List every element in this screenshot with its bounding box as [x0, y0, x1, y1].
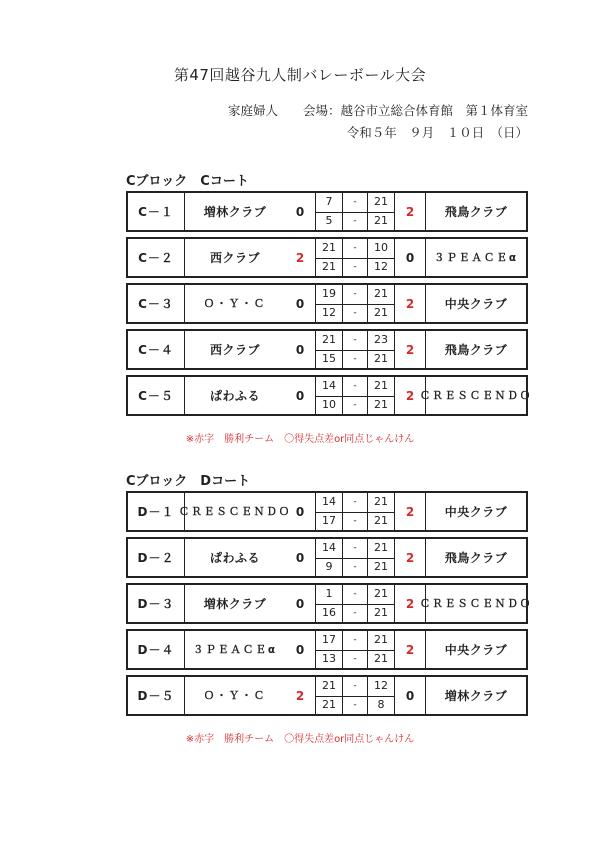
- team-a-name: Ｏ・Ｙ・Ｃ: [203, 298, 267, 310]
- match-row: [126, 629, 528, 670]
- team-b-sets-won: 2: [405, 596, 415, 611]
- match-id: C－１: [128, 193, 185, 230]
- set-separator: -: [342, 258, 368, 277]
- team-a-name: Ｏ・Ｙ・Ｃ: [203, 690, 267, 702]
- set-score-row: [316, 677, 394, 697]
- set-points-b: 21: [374, 605, 388, 619]
- team-b-sets-won: 2: [405, 342, 415, 357]
- set-scores: [315, 631, 395, 668]
- set-points-b: 21: [374, 495, 388, 508]
- set-separator: -: [342, 512, 368, 531]
- set-scores: [315, 493, 395, 530]
- team-a-sets-won: 2: [295, 250, 305, 265]
- match-row: [126, 583, 533, 624]
- set-score-row: [316, 331, 394, 351]
- set-separator: -: [342, 650, 368, 669]
- set-points-a: 21: [322, 241, 336, 254]
- set-scores: [315, 331, 395, 368]
- set-scores: [315, 285, 395, 322]
- match-row: [126, 191, 528, 232]
- set-points-b: 21: [374, 651, 388, 665]
- set-points-a: 5: [325, 213, 333, 227]
- date-line: 令和５年 ９月 １０日 （日）: [346, 125, 528, 140]
- set-score-row: [316, 350, 394, 369]
- set-score-row: [316, 239, 394, 259]
- set-separator: -: [342, 604, 368, 623]
- set-points-b: 21: [374, 351, 388, 365]
- set-points-a: 10: [322, 397, 336, 411]
- match-id: C－４: [128, 331, 185, 368]
- set-separator: -: [342, 558, 368, 577]
- set-score-row: [316, 396, 394, 415]
- set-points-a: 14: [322, 541, 336, 554]
- block-title-d-court: Cブロック Dコート: [126, 474, 251, 489]
- team-a-sets-won: 0: [295, 388, 305, 403]
- set-scores: [315, 239, 395, 276]
- set-score-row: [316, 585, 394, 605]
- set-points-b: 10: [374, 241, 388, 254]
- set-scores: [315, 585, 395, 622]
- set-points-a: 12: [322, 305, 336, 319]
- set-score-row: [316, 539, 394, 559]
- set-points-a: 21: [322, 679, 336, 692]
- set-separator: -: [342, 304, 368, 323]
- set-points-b: 12: [374, 259, 388, 273]
- set-separator: -: [342, 350, 368, 369]
- team-b-sets-won: 2: [405, 504, 415, 519]
- team-a-name: 増林クラブ: [203, 597, 267, 611]
- match-id: C－２: [128, 239, 185, 276]
- set-score-row: [316, 285, 394, 305]
- set-separator: -: [342, 239, 368, 258]
- set-separator: -: [342, 696, 368, 715]
- match-id: D－２: [128, 539, 185, 576]
- set-separator: -: [342, 539, 368, 558]
- team-a-sets-won: 0: [295, 204, 305, 219]
- team-b-name: ＣＲＥＳＣＥＮＤＯ: [425, 585, 526, 622]
- team-b-name: 中央クラブ: [425, 493, 526, 530]
- set-points-b: 21: [374, 559, 388, 573]
- set-points-a: 21: [322, 333, 336, 346]
- team-a-sets-won: 0: [295, 642, 305, 657]
- set-score-row: [316, 212, 394, 231]
- page-title: 第47回越谷九人制バレーボール大会: [173, 66, 427, 84]
- team-a-sets-won: 0: [295, 296, 305, 311]
- match-row: [126, 491, 528, 532]
- team-b-sets-won: 2: [405, 550, 415, 565]
- set-points-a: 1: [325, 587, 333, 600]
- set-separator: -: [342, 585, 368, 604]
- set-separator: -: [342, 212, 368, 231]
- set-separator: -: [342, 493, 368, 512]
- match-id: D－４: [128, 631, 185, 668]
- set-points-a: 17: [322, 633, 336, 646]
- set-score-row: [316, 558, 394, 577]
- team-b-sets-won: 0: [405, 250, 415, 265]
- team-b-name: 飛鳥クラブ: [425, 331, 526, 368]
- team-b-sets-won: 2: [405, 296, 415, 311]
- team-b-sets-won: 2: [405, 388, 415, 403]
- team-a-sets-won: 0: [295, 342, 305, 357]
- set-score-row: [316, 696, 394, 715]
- set-points-b: 21: [374, 633, 388, 646]
- set-points-b: 21: [374, 513, 388, 527]
- set-score-row: [316, 377, 394, 397]
- set-scores: [315, 677, 395, 714]
- set-points-b: 21: [374, 287, 388, 300]
- set-points-a: 13: [322, 651, 336, 665]
- team-b-name: 中央クラブ: [425, 285, 526, 322]
- match-id: D－１: [128, 493, 185, 530]
- team-b-name: ＣＲＥＳＣＥＮＤＯ: [425, 377, 526, 414]
- team-a-name: ３ＰＥＡＣＥα: [192, 644, 278, 656]
- set-points-a: 15: [322, 351, 336, 365]
- set-points-b: 21: [374, 305, 388, 319]
- set-score-row: [316, 493, 394, 513]
- match-id: D－３: [128, 585, 185, 622]
- set-score-row: [316, 304, 394, 323]
- legend-note-d: ※赤字 勝利チーム 〇得失点差or同点じゃんけん: [185, 734, 415, 745]
- set-points-a: 14: [322, 495, 336, 508]
- match-row: [126, 283, 528, 324]
- match-row: [126, 375, 533, 416]
- set-scores: [315, 193, 395, 230]
- set-points-b: 21: [374, 587, 388, 600]
- team-a-name: ＣＲＥＳＣＥＮＤＯ: [178, 506, 292, 518]
- set-score-row: [316, 512, 394, 531]
- set-separator: -: [342, 285, 368, 304]
- team-b-sets-won: 0: [405, 688, 415, 703]
- set-points-a: 16: [322, 605, 336, 619]
- team-a-name: 西クラブ: [209, 343, 260, 357]
- team-a-sets-won: 0: [295, 504, 305, 519]
- set-points-a: 19: [322, 287, 336, 300]
- match-id: C－３: [128, 285, 185, 322]
- set-points-b: 21: [374, 213, 388, 227]
- match-id: C－５: [128, 377, 185, 414]
- set-points-a: 21: [322, 697, 336, 711]
- team-b-sets-won: 2: [405, 204, 415, 219]
- set-score-row: [316, 631, 394, 651]
- team-b-name: 増林クラブ: [425, 677, 526, 714]
- team-a-name: ぱわふる: [209, 551, 260, 565]
- team-b-sets-won: 2: [405, 642, 415, 657]
- team-a-name: ぱわふる: [209, 389, 260, 403]
- set-points-a: 7: [325, 195, 333, 208]
- set-scores: [315, 377, 395, 414]
- set-points-b: 21: [374, 541, 388, 554]
- team-b-name: 中央クラブ: [425, 631, 526, 668]
- set-separator: -: [342, 631, 368, 650]
- block-title-c-court: Cブロック Cコート: [126, 174, 249, 189]
- team-a-sets-won: 2: [295, 688, 305, 703]
- match-row: [126, 329, 528, 370]
- set-points-a: 14: [322, 379, 336, 392]
- set-points-b: 12: [374, 679, 388, 692]
- set-score-row: [316, 193, 394, 213]
- team-a-sets-won: 0: [295, 596, 305, 611]
- set-score-row: [316, 258, 394, 277]
- team-b-name: 飛鳥クラブ: [425, 539, 526, 576]
- match-row: [126, 537, 528, 578]
- set-separator: -: [342, 193, 368, 212]
- team-a-sets-won: 0: [295, 550, 305, 565]
- legend-note-c: ※赤字 勝利チーム 〇得失点差or同点じゃんけん: [185, 434, 415, 445]
- set-separator: -: [342, 331, 368, 350]
- set-points-b: 8: [377, 697, 385, 711]
- set-points-a: 9: [325, 559, 333, 573]
- set-points-a: 17: [322, 513, 336, 527]
- set-score-row: [316, 650, 394, 669]
- set-separator: -: [342, 677, 368, 696]
- set-separator: -: [342, 396, 368, 415]
- match-row: [126, 675, 528, 716]
- team-b-name: ３ＰＥＡＣＥα: [425, 239, 526, 276]
- set-points-b: 21: [374, 397, 388, 411]
- team-b-name: 飛鳥クラブ: [425, 193, 526, 230]
- team-a-name: 西クラブ: [209, 251, 260, 265]
- set-points-b: 21: [374, 379, 388, 392]
- set-points-b: 23: [374, 333, 388, 346]
- set-separator: -: [342, 377, 368, 396]
- team-a-name: 増林クラブ: [203, 205, 267, 219]
- match-row: [126, 237, 528, 278]
- set-points-a: 21: [322, 259, 336, 273]
- set-score-row: [316, 604, 394, 623]
- set-scores: [315, 539, 395, 576]
- match-id: D－５: [128, 677, 185, 714]
- set-points-b: 21: [374, 195, 388, 208]
- venue-line: 家庭婦人 会場：越谷市立総合体育館 第１体育室: [227, 103, 528, 118]
